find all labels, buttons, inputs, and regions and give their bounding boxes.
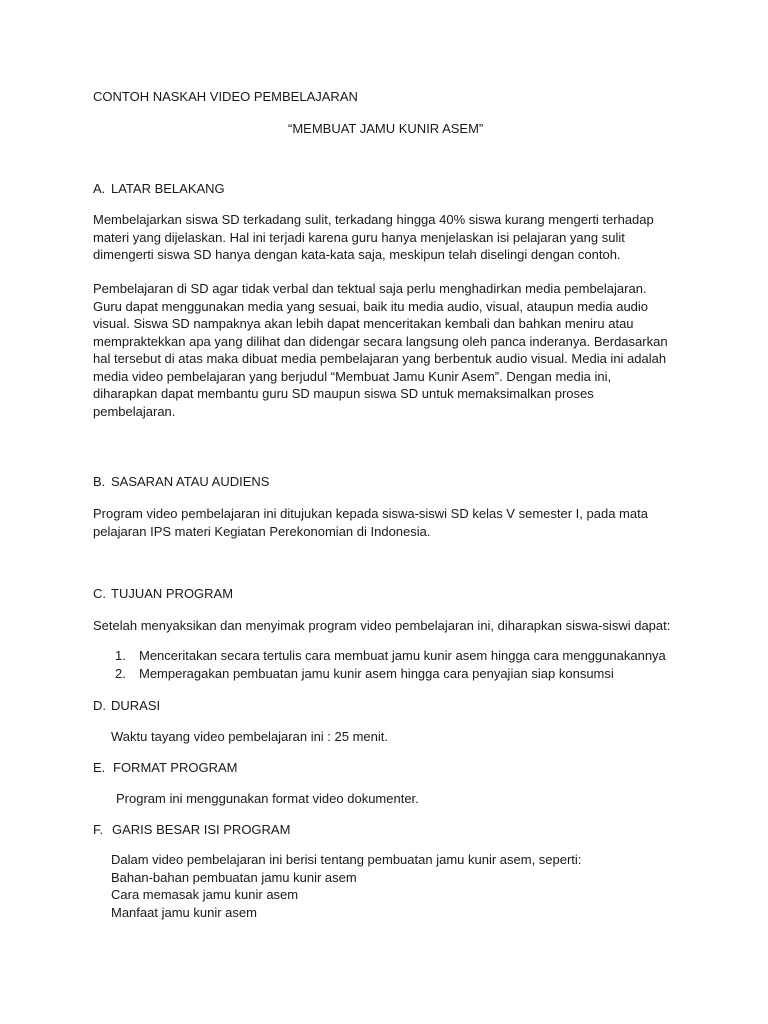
list-item-number: 1. [115, 648, 126, 663]
text-line: Program video pembelajaran ini ditujukan kepada siswa-siswi SD kelas V semester I, pada mata [93, 506, 648, 521]
section-f-content [111, 851, 581, 921]
list-item-number: 2. [115, 665, 126, 681]
section-d-title: DURASI [111, 698, 161, 713]
section-e-text: Program ini menggunakan format video dokumenter. [116, 791, 419, 806]
text-line: mempraktekkan apa yang dilihat dan didengar secara langsung oleh panca inderanya. Berdasarkan [93, 333, 668, 349]
text-line: pelajaran IPS materi Kegiatan Perekonomian di Indonesia. [93, 523, 431, 539]
text-line: Pembelajaran di SD agar tidak verbal dan tektual saja perlu menghadirkan media pembelajaran. [93, 281, 647, 296]
section-f-heading [93, 821, 290, 839]
text-line: Membelajarkan siswa SD terkadang sulit, terkadang hingga 40% siswa kurang mengerti terhadap [93, 212, 654, 227]
document-title: “MEMBUAT JAMU KUNIR ASEM” [288, 121, 484, 136]
text-line: Bahan-bahan pembuatan jamu kunir asem [111, 869, 357, 885]
text-line: dimengerti siswa SD hanya dengan kata-kata saja, meskipun telah diselingi dengan contoh. [93, 247, 621, 262]
document-header: CONTOH NASKAH VIDEO PEMBELAJARAN [93, 89, 358, 104]
section-d-heading [93, 697, 160, 715]
text-line: visual. Siswa SD nampaknya akan lebih dapat menceritakan kembali dan bahkan meniru atau [93, 316, 634, 331]
section-d-letter: D. [93, 698, 106, 713]
section-a-title: LATAR BELAKANG [111, 181, 225, 196]
section-c-title: TUJUAN PROGRAM [111, 586, 234, 601]
section-e-heading [93, 759, 237, 777]
section-b-paragraph [93, 505, 678, 540]
list-item-text: Memperagakan pembuatan jamu kunir asem hingga cara penyajian siap konsumsi [139, 665, 614, 681]
section-e-title: FORMAT PROGRAM [113, 760, 238, 775]
text-line: pembelajaran. [93, 403, 176, 419]
text-line: Cara memasak jamu kunir asem [111, 887, 299, 902]
section-f-title: GARIS BESAR ISI PROGRAM [112, 822, 291, 837]
section-a-letter: A. [93, 181, 106, 196]
section-c-intro: Setelah menyaksikan dan menyimak program video pembelajaran ini, diharapkan siswa-siswi dapat: [93, 618, 671, 633]
section-f-letter: F. [93, 822, 104, 837]
section-a-heading [93, 180, 225, 198]
list-item-text: Menceritakan secara tertulis cara membuat jamu kunir asem hingga cara menggunakannya [139, 648, 666, 663]
text-line: Dalam video pembelajaran ini berisi tentang pembuatan jamu kunir asem, seperti: [111, 852, 582, 867]
text-line: Guru dapat menggunakan media yang sesuai, baik itu media audio, visual, ataupun media audio [93, 298, 649, 314]
section-b-heading [93, 473, 269, 491]
text-line: hal tersebut di atas maka dibuat media pembelajaran yang berbentuk audio visual. Media ini adalah [93, 351, 667, 366]
section-c-heading [93, 585, 233, 603]
section-b-letter: B. [93, 474, 106, 489]
text-line: diharapkan dapat membantu guru SD maupun siswa SD untuk memaksimalkan proses [93, 386, 594, 401]
section-a-paragraph-2 [93, 280, 678, 420]
text-line: Manfaat jamu kunir asem [111, 904, 257, 920]
section-d-text: Waktu tayang video pembelajaran ini : 25 menit. [111, 729, 389, 744]
text-line: materi yang dijelaskan. Hal ini terjadi karena guru hanya menjelaskan isi pelajaran yang sulit [93, 229, 625, 245]
section-a-paragraph-1 [93, 211, 678, 264]
section-e-letter: E. [93, 760, 106, 775]
text-line: media video pembelajaran yang berjudul “Membuat Jamu Kunir Asem”. Dengan media ini, [93, 368, 612, 384]
section-b-title: SASARAN ATAU AUDIENS [111, 474, 270, 489]
section-c-letter: C. [93, 586, 106, 601]
